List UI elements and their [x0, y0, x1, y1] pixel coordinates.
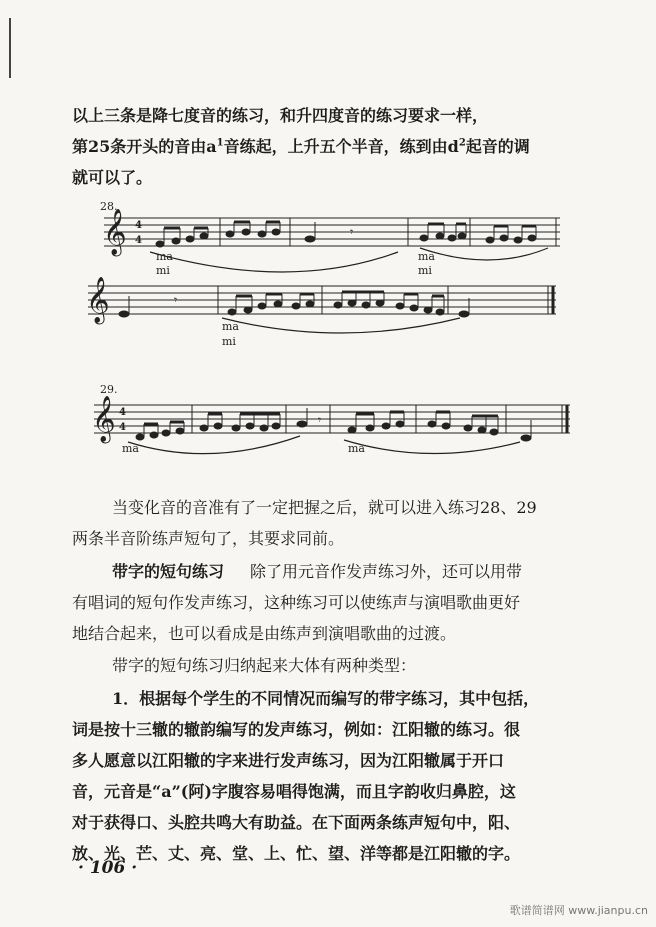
svg-text:𝄾: 𝄾 [318, 413, 322, 427]
time-sig-bottom: 4 [135, 235, 142, 246]
watermark: 歌谱简谱网 www.jianpu.cn [509, 904, 648, 917]
syllable-ma: ma [418, 250, 435, 263]
para-5-line-5: 对于获得口、头腔共鸣大有助益。在下面两条练声短句中，阳、 [72, 813, 521, 832]
para-5-line-2: 词是按十三辙的辙韵编写的发声练习，例如：江阳辙的练习。很 [72, 720, 521, 739]
para-1-line-1: 以上三条是降七度音的练习，和升四度音的练习要求一样， [72, 106, 489, 125]
para-3-line-1: 带字的短句练习 除了用元音作发声练习外，还可以用带 [112, 562, 523, 581]
staff-28b [88, 286, 556, 314]
syllable-mi: mi [418, 264, 432, 277]
syllable-mi: mi [156, 264, 170, 277]
para-2-line-1: 当变化音的音准有了一定把握之后，就可以进入练习28、29 [112, 498, 537, 517]
syllable-ma: ma [348, 442, 365, 455]
treble-clef-icon: 𝄞 [86, 277, 110, 323]
para-4-line-1: 带字的短句练习归纳起来大体有两种类型： [112, 656, 417, 675]
para-5-line-4: 音，元音是“a”(阿)字腹容易唱得饱满，而且字韵收归鼻腔，这 [72, 782, 516, 801]
svg-text:𝄾: 𝄾 [350, 225, 354, 239]
staff-29 [94, 405, 570, 433]
syllable-mi: mi [222, 335, 236, 348]
time-sig-bottom: 4 [119, 422, 126, 433]
slurs [128, 248, 548, 454]
para-3-line-3: 地结合起来，也可以看成是由练声到演唱歌曲的过渡。 [72, 624, 457, 643]
para-2-line-2: 两条半音阶练声短句了，其要求同前。 [72, 529, 345, 548]
treble-clef-icon: 𝄞 [92, 396, 116, 442]
para-1-line-2: 第25条开头的音由$a^1$音练起，上升五个半音，练到由$d^2$起音的调 [72, 137, 530, 156]
svg-text:𝄾: 𝄾 [174, 293, 178, 307]
time-sig-top: 4 [135, 220, 142, 231]
treble-clef-icon: 𝄞 [103, 209, 127, 255]
time-sig-top: 4 [119, 407, 126, 418]
exercise-28-number: 28. [100, 200, 118, 213]
exercise-29-number: 29. [100, 383, 118, 396]
syllable-ma: ma [222, 320, 239, 333]
notes [119, 222, 536, 441]
para-5-line-1: 1．根据每个学生的不同情况而编写的带字练习，其中包括， [112, 689, 540, 708]
syllable-ma: ma [156, 250, 173, 263]
syllable-ma: ma [122, 442, 139, 455]
para-3-line-2: 有唱词的短句作发声练习，这种练习可以使练声与演唱歌曲更好 [72, 593, 521, 612]
section-heading: 带字的短句练习 [112, 562, 225, 581]
page-number: · 106 · [78, 858, 138, 878]
para-5-line-6: 放、光、芒、丈、亮、堂、上、忙、望、洋等都是江阳辙的字。 [72, 844, 521, 863]
para-1-line-3: 就可以了。 [72, 168, 153, 187]
para-5-line-3: 多人愿意以江阳辙的字来进行发声练习，因为江阳辙属于开口 [72, 751, 505, 770]
